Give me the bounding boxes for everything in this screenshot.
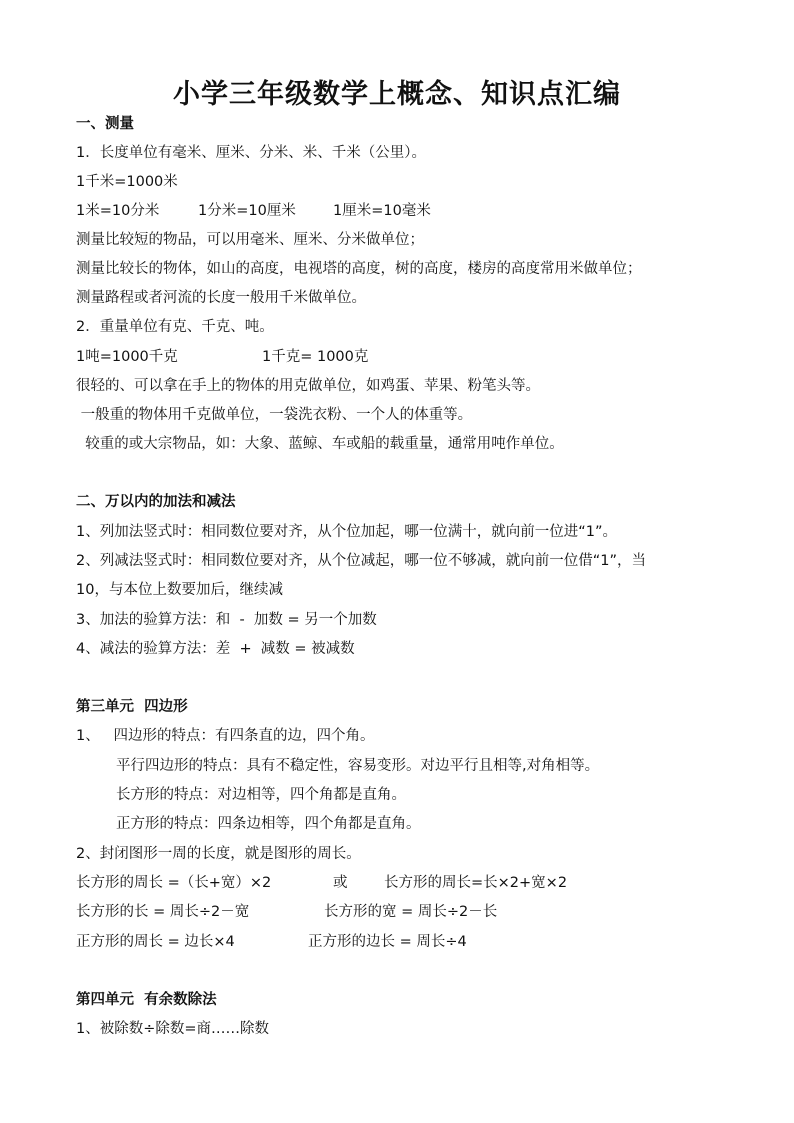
section-heading-add-subtract: 二、万以内的加法和减法: [76, 494, 236, 510]
text-line: 较重的或大宗物品，如：大象、蓝鲸、车或船的载重量，通常用吨作单位。: [76, 436, 564, 452]
text-line: 4、减法的验算方法：差 + 减数 = 被减数: [76, 641, 355, 657]
text-line: 测量路程或者河流的长度一般用千米做单位。: [76, 290, 366, 306]
text-line: 测量比较短的物品，可以用毫米、厘米、分米做单位；: [76, 232, 424, 248]
text-line: 正方形的边长 = 周长÷4: [308, 934, 467, 950]
section-heading-division-remainder: 第四单元 有余数除法: [76, 992, 217, 1008]
text-line: 测量比较长的物体，如山的高度，电视塔的高度，树的高度，楼房的高度常用米做单位；: [76, 261, 642, 277]
text-line: 1千克= 1000克: [262, 349, 369, 365]
text-line: 长方形的特点：对边相等，四个角都是直角。: [116, 787, 406, 803]
section-heading-measurement: 一、测量: [76, 116, 134, 132]
text-line: 1、列加法竖式时：相同数位要对齐，从个位加起，哪一位满十，就向前一位进“1”。: [76, 524, 617, 540]
text-line: 1、被除数÷除数=商……除数: [76, 1021, 270, 1037]
text-line: 长方形的周长 =（长+宽）×2: [76, 875, 272, 891]
text-line: 很轻的、可以拿在手上的物体的用克做单位，如鸡蛋、苹果、粉笔头等。: [76, 378, 540, 394]
text-line: 一般重的物体用千克做单位，一袋洗衣粉、一个人的体重等。: [76, 407, 473, 423]
text-line: 1千米=1000米: [76, 174, 178, 190]
page-title: 小学三年级数学上概念、知识点汇编: [173, 79, 621, 110]
text-line: 长方形的周长=长×2+宽×2: [384, 875, 568, 891]
text-line: 10，与本位上数要加后，继续减: [76, 582, 283, 598]
text-line: 长方形的长 = 周长÷2－宽: [76, 904, 250, 920]
text-line: 1厘米=10毫米: [333, 203, 431, 219]
text-line: 1米=10分米: [76, 203, 160, 219]
text-line: 3、加法的验算方法：和 - 加数 = 另一个加数: [76, 612, 377, 628]
text-line: 1吨=1000千克: [76, 349, 178, 365]
text-line: 长方形的宽 = 周长÷2－长: [324, 904, 498, 920]
section-heading-quadrilateral: 第三单元 四边形: [76, 699, 188, 715]
text-line: 正方形的周长 = 边长×4: [76, 934, 235, 950]
text-line: 2、列减法竖式时：相同数位要对齐，从个位减起，哪一位不够减，就向前一位借“1”，当: [76, 553, 646, 569]
text-line: 2、封闭图形一周的长度，就是图形的周长。: [76, 846, 361, 862]
text-line: 正方形的特点：四条边相等，四个角都是直角。: [116, 816, 421, 832]
text-line: 或: [333, 875, 348, 891]
text-line: 2．重量单位有克、千克、吨。: [76, 319, 274, 335]
text-line: 1、 四边形的特点：有四条直的边，四个角。: [76, 728, 375, 744]
text-line: 1分米=10厘米: [198, 203, 296, 219]
text-line: 平行四边形的特点：具有不稳定性，容易变形。对边平行且相等,对角相等。: [116, 758, 600, 774]
text-line: 1．长度单位有毫米、厘米、分米、米、千米（公里）。: [76, 145, 426, 161]
